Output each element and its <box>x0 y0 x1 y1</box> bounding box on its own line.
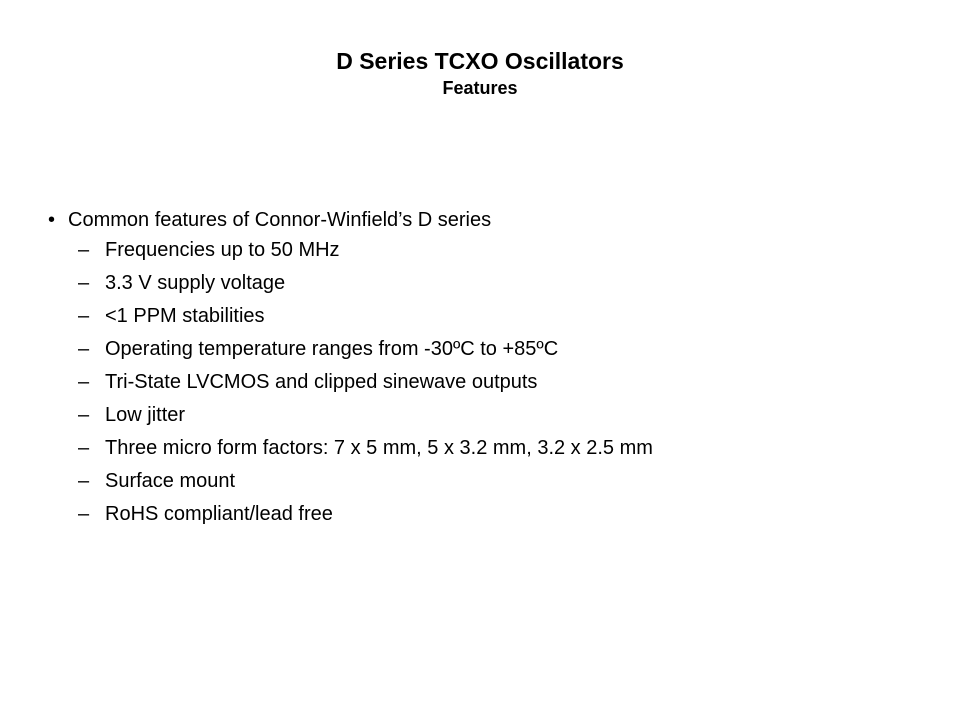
list-item-text: <1 PPM stabilities <box>105 305 265 327</box>
slide-subtitle: Features <box>442 78 518 98</box>
slide-content <box>48 206 928 531</box>
list-item-text: Surface mount <box>105 470 236 492</box>
title-block <box>0 46 960 100</box>
list-item <box>48 465 928 498</box>
dash-icon: – <box>78 437 90 459</box>
bullet-icon: • <box>48 209 56 231</box>
list-item <box>48 432 928 465</box>
dash-icon: – <box>78 371 90 393</box>
dash-icon: – <box>78 404 90 426</box>
feature-list <box>48 234 928 531</box>
list-item-text: 3.3 V supply voltage <box>105 272 286 294</box>
main-bullet <box>48 206 928 234</box>
list-item-text: Three micro form factors: 7 x 5 mm, 5 x 3.2 mm, 3.2 x 2.5 mm <box>105 437 653 459</box>
list-item <box>48 399 928 432</box>
list-item <box>48 300 928 333</box>
list-item <box>48 234 928 267</box>
list-item-text: Frequencies up to 50 MHz <box>105 239 340 261</box>
dash-icon: – <box>78 272 90 294</box>
dash-icon: – <box>78 305 90 327</box>
list-item-text: Low jitter <box>105 404 186 426</box>
list-item <box>48 333 928 366</box>
dash-icon: – <box>78 239 90 261</box>
list-item-text: Tri-State LVCMOS and clipped sinewave outputs <box>105 371 538 393</box>
main-bullet-text: Common features of Connor-Winfield’s D series <box>68 209 492 231</box>
list-item <box>48 498 928 531</box>
slide-title: D Series TCXO Oscillators <box>336 48 624 74</box>
dash-icon: – <box>78 338 90 360</box>
list-item-text: RoHS compliant/lead free <box>105 503 333 525</box>
list-item <box>48 366 928 399</box>
list-item-text: Operating temperature ranges from -30ºC to +85ºC <box>105 338 559 360</box>
dash-icon: – <box>78 470 90 492</box>
list-item <box>48 267 928 300</box>
dash-icon: – <box>78 503 90 525</box>
